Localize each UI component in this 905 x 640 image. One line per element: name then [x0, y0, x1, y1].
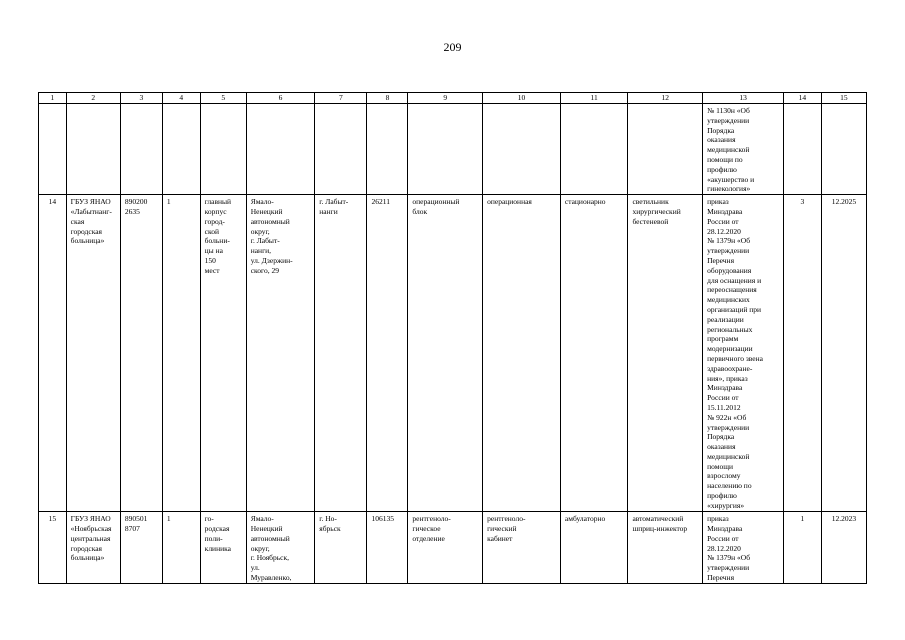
cell-line: рентгеноло- — [412, 514, 451, 524]
cell-line: клиника — [204, 543, 231, 553]
cell-line: хирургический — [632, 206, 681, 216]
cell-line: России от — [707, 393, 739, 403]
cell-line: профилю — [707, 164, 737, 174]
cell-line: светильник — [632, 197, 669, 207]
cell-line: больница» — [70, 553, 105, 563]
cell-line: реализации — [707, 314, 744, 324]
cell-line: медицинской — [707, 145, 750, 155]
locality-cell — [315, 512, 367, 584]
cell-line: России от — [707, 216, 739, 226]
cell-line: мест — [204, 265, 220, 275]
cell-line: профилю — [707, 491, 737, 501]
cell-line: помощи по — [707, 154, 743, 164]
column-number: 7 — [315, 93, 367, 104]
cell-line: утверждении — [707, 246, 750, 256]
cell-line: отделение — [412, 533, 445, 543]
cell-line: Порядка — [707, 432, 735, 442]
department-cell — [408, 195, 483, 512]
cell-line: ябрьск — [319, 523, 341, 533]
column-number: 4 — [162, 93, 200, 104]
cell-line: нанги — [319, 206, 338, 216]
cell-line: г. Но- — [319, 514, 337, 524]
cell-line: № 1130н «Об — [707, 106, 750, 115]
cell-line: Перечня — [707, 255, 735, 265]
cell-line: утверждении — [707, 563, 750, 573]
cell-line: 28.12.2020 — [707, 543, 741, 553]
cell-line: автоматический — [632, 514, 684, 524]
cell-line: медицинской — [707, 451, 750, 461]
column-number: 15 — [821, 93, 866, 104]
column-number-header-row — [39, 93, 867, 104]
legal-basis-cell — [703, 512, 784, 584]
cell-line: цы на — [204, 246, 223, 256]
row-number-cell: 15 — [39, 512, 67, 584]
cell-line: Минздрава — [707, 383, 743, 393]
cell-line: оказания — [707, 135, 736, 145]
cell-line: утверждении — [707, 115, 750, 125]
cell-line: гический — [487, 523, 517, 533]
column-number: 1 — [39, 93, 67, 104]
cell-line: родская — [204, 523, 230, 533]
cell-line: населению по — [707, 481, 752, 491]
cell-line: помощи — [707, 461, 734, 471]
locality-cell — [315, 195, 367, 512]
column-number: 6 — [246, 93, 315, 104]
column-number: 12 — [628, 93, 703, 104]
cell-line: ГБУЗ ЯНАО — [70, 514, 111, 524]
equipment-cell — [628, 195, 703, 512]
room-cell: операционная — [483, 195, 561, 512]
date-cell: 12.2025 — [821, 195, 866, 512]
cell-line: 15.11.2012 — [707, 402, 741, 412]
cell-line: больница» — [70, 236, 105, 246]
cell-line: 150 — [204, 255, 216, 265]
cell-line: «Ноябрьская — [70, 523, 112, 533]
cell-line: здравоохране- — [707, 363, 753, 373]
building-cell — [200, 512, 246, 584]
cell-line: модернизации — [707, 344, 753, 354]
cell-line: Ямало- — [250, 197, 274, 207]
cell-line: г. Лабыт- — [250, 236, 280, 246]
cell-line: № 1379н «Об — [707, 553, 751, 563]
address-cell — [246, 195, 315, 512]
cell-line: ул. Дзержин- — [250, 255, 293, 265]
cell-line: поли- — [204, 533, 223, 543]
cell-line: «акушерство и — [707, 174, 755, 184]
cell-line: нанги, — [250, 246, 272, 256]
cell-line: рентгеноло- — [487, 514, 526, 524]
care-mode-cell: стационарно — [560, 195, 628, 512]
organization-cell — [66, 195, 120, 512]
cell-line: операционный — [412, 197, 460, 207]
cell-line: центральная — [70, 533, 111, 543]
cell-line: г. Лабыт- — [319, 197, 349, 207]
care-mode-cell: амбулаторно — [560, 512, 628, 584]
cell-line: г. Ноябрьск, — [250, 553, 290, 563]
column-number: 11 — [560, 93, 628, 104]
cell-line: городская — [70, 543, 103, 553]
cell-line: городская — [70, 226, 103, 236]
column-4-cell: 1 — [162, 195, 200, 512]
building-cell — [200, 195, 246, 512]
cell-line: блок — [412, 206, 428, 216]
row-number-cell: 14 — [39, 195, 67, 512]
cell-line: шприц-инжектор — [632, 523, 688, 533]
inn-cell — [120, 512, 162, 584]
cell-line: бестеневой — [632, 216, 669, 226]
cell-line: приказ — [707, 514, 729, 524]
cell-line: 890200 — [124, 197, 148, 207]
cell-line: Муравленко, — [250, 572, 292, 582]
organization-cell — [66, 512, 120, 584]
cell-line: Минздрава — [707, 523, 743, 533]
cell-line: оборудования — [707, 265, 752, 275]
cell-line: ГБУЗ ЯНАО — [70, 197, 111, 207]
table-row — [39, 195, 867, 512]
cell-line: 28.12.2020 — [707, 226, 741, 236]
cell-line: Ненецкий — [250, 523, 283, 533]
cell-line: Перечня — [707, 572, 735, 582]
cell-line: гическое — [412, 523, 441, 533]
column-number: 13 — [703, 93, 784, 104]
cell-line: больни- — [204, 236, 230, 246]
quantity-cell: 3 — [783, 195, 821, 512]
cell-line: «хирургия» — [707, 500, 745, 510]
cell-line: ского, 29 — [250, 265, 279, 275]
legal-basis-cell — [703, 195, 784, 512]
cell-line: программ — [707, 334, 739, 344]
cell-line: гинекология» — [707, 184, 751, 194]
column-number: 9 — [408, 93, 483, 104]
column-number: 14 — [783, 93, 821, 104]
address-cell — [246, 512, 315, 584]
cell-line: корпус — [204, 206, 227, 216]
code-cell: 106135 — [367, 512, 408, 584]
cell-line: Ненецкий — [250, 206, 283, 216]
cell-line: 2635 — [124, 206, 140, 216]
column-number: 8 — [367, 93, 408, 104]
cell-line: для оснащения и — [707, 275, 762, 285]
cell-line: Порядка — [707, 125, 735, 135]
cell-line: город- — [204, 216, 225, 226]
department-cell — [408, 512, 483, 584]
cell-line: утверждении — [707, 422, 750, 432]
cell-line: главный — [204, 197, 232, 207]
cell-line: округ, — [250, 226, 270, 236]
cell-line: округ, — [250, 543, 270, 553]
cell-line: региональных — [707, 324, 753, 334]
equipment-cell — [628, 512, 703, 584]
cell-line: приказ — [707, 197, 729, 207]
page-number: 209 — [443, 40, 462, 54]
cell-line: 8707 — [124, 523, 140, 533]
cell-line: взрослому — [707, 471, 741, 481]
cell-line: ул. — [250, 563, 260, 573]
cell-line: кабинет — [487, 533, 513, 543]
column-number: 10 — [483, 93, 561, 104]
table-row — [39, 104, 867, 195]
cell-line: автономный — [250, 533, 290, 543]
cell-line: № 922н «Об — [707, 412, 747, 422]
cell-line: № 1379н «Об — [707, 236, 751, 246]
cell-line: ской — [204, 226, 220, 236]
column-4-cell: 1 — [162, 512, 200, 584]
cell-line: медицинских — [707, 295, 750, 305]
room-cell — [483, 512, 561, 584]
cell-line: Ямало- — [250, 514, 274, 524]
quantity-cell: 1 — [783, 512, 821, 584]
inn-cell — [120, 195, 162, 512]
cell-line: первичного звена — [707, 353, 763, 363]
cell-line: «Лабытнанг- — [70, 206, 112, 216]
cell-line: России от — [707, 533, 739, 543]
date-cell: 12.2023 — [821, 512, 866, 584]
legal-basis-cell — [703, 104, 784, 195]
column-number: 2 — [66, 93, 120, 104]
cell-line: оказания — [707, 442, 736, 452]
cell-line: переоснащения — [707, 285, 757, 295]
cell-line: го- — [204, 514, 214, 524]
cell-line: организаций при — [707, 304, 762, 314]
code-cell: 26211 — [367, 195, 408, 512]
column-number: 3 — [120, 93, 162, 104]
cell-line: Минздрава — [707, 206, 743, 216]
cell-line: 890501 — [124, 514, 148, 524]
cell-line: автономный — [250, 216, 290, 226]
table-row — [39, 512, 867, 584]
cell-line: ния», приказ — [707, 373, 748, 383]
column-number: 5 — [200, 93, 246, 104]
equipment-table — [38, 92, 867, 584]
cell-line: ская — [70, 216, 85, 226]
